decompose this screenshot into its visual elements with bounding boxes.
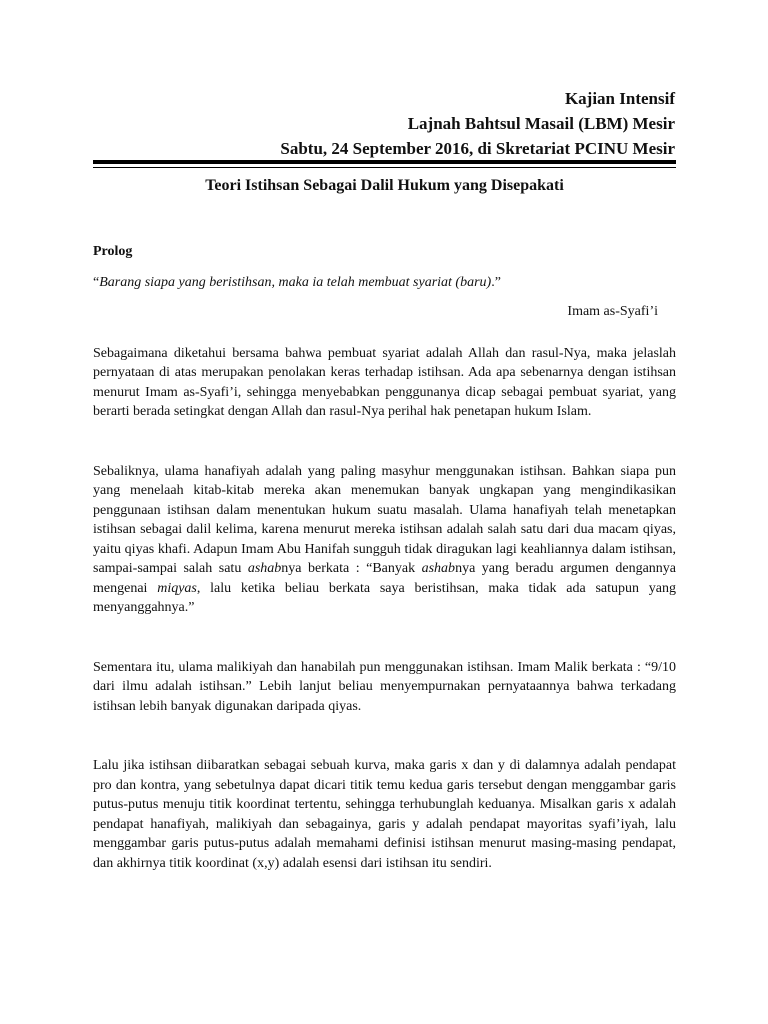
quote-open-mark: “	[93, 274, 100, 290]
header-rule-thin	[93, 167, 676, 168]
paragraph-2-text-c: nya yang beradu argumen dengannya mengenai	[93, 561, 676, 596]
header-line-2: Lajnah Bahtsul Masail (LBM) Mesir	[407, 114, 675, 133]
header-line-1: Kajian Intensif	[564, 89, 675, 108]
paragraph-2-text-b: nya berkata : “Banyak	[281, 561, 422, 576]
spacer	[93, 332, 676, 344]
prolog-heading: Prolog	[93, 244, 133, 259]
paragraph-4: Lalu jika istihsan diibaratkan sebagai sebuah kurva, maka garis x dan y di dalamnya adalah pendapat pro dan kontra, yang sebetulnya dapat dicari titik temu kedua garis tersebut dengan menggambar garis putus-putus menuju titik koordinat tertentu, sehingga terhubunglah keduanya. Misalkan garis x adalah pendapat hanafiyah, malikiyah dan sebagainya, garis y adalah pendapat mayoritas syafi’iyah, lalu menggambar garis putus-putus adalah memahami definisi istihsan menurut masing-masing pendapat, dan akhirnya titik koordinat (x,y) adalah esensi dari istihsan itu sendiri.	[93, 758, 676, 871]
paragraph-1: Sebagaimana diketahui bersama bahwa pembuat syariat adalah Allah dan rasul-Nya, maka jelaslah pernyataan di atas merupakan penolakan keras terhadap istihsan. Ada apa sebenarnya dengan istihsan menurut Imam as-Syafi’i, sehingga menyebabkan penggunanya dicap sebagai pembuat syariat, yang berarti berada setingkat dengan Allah dan rasul-Nya perihal hak penetapan hukum Islam.	[93, 345, 676, 419]
paragraph-3: Sementara itu, ulama malikiyah dan hanabilah pun menggunakan istihsan. Imam Malik berkata : “9/10 dari ilmu adalah istihsan.” Lebih lanjut beliau menyempurnakan pernyataannya bahwa terkadang istihsan lebih banyak digunakan daripada qiyas.	[93, 659, 676, 714]
header-rule-thick	[93, 160, 676, 164]
header-line-3: Sabtu, 24 September 2016, di Skretariat PCINU Mesir	[280, 139, 675, 158]
paragraph-2-text-a: Sebaliknya, ulama hanafiyah adalah yang paling masyhur menggunakan istihsan. Bahkan siapa pun yang menelaah kitab-kitab mereka akan menemukan banyak ungkapan yang mengindikasikan penggunaan istihsan dalam menentukan hukum suatu masalah. Ulama hanafiyah telah menetapkan istihsan sebagai dalil kelima, karena menurut mereka istihsan adalah salah satu dari dua macam qiyas, yaitu qiyas khafi. Adapun Imam Abu Hanifah sungguh tidak diragukan lagi keahliannya dalam istihsan, sampai-sampai salah satu	[93, 463, 676, 576]
quote-text: Barang siapa yang beristihsan, maka ia telah membuat syariat (baru)	[99, 274, 492, 290]
quote-author: Imam as-Syafi’i	[567, 304, 658, 319]
document-header	[280, 86, 675, 161]
spacer	[93, 716, 676, 756]
spacer	[93, 422, 676, 462]
paragraph-2-italic-ashab-2: ashab	[421, 561, 456, 576]
spacer	[93, 618, 676, 658]
paragraph-2-text-d: , lalu ketika beliau berkata saya beristihsan, maka tidak ada satupun yang menyanggahnya.”	[93, 580, 677, 615]
document-body	[93, 242, 676, 873]
paragraph-2-italic-ashab-1: ashab	[247, 561, 282, 576]
quote-close-mark: .”	[491, 274, 501, 290]
prolog-quote	[93, 273, 676, 293]
paragraph-2-italic-miqyas: miqyas	[157, 580, 197, 596]
document-title: Teori Istihsan Sebagai Dalil Hukum yang Disepakati	[205, 177, 564, 194]
paragraph-2	[93, 462, 676, 618]
